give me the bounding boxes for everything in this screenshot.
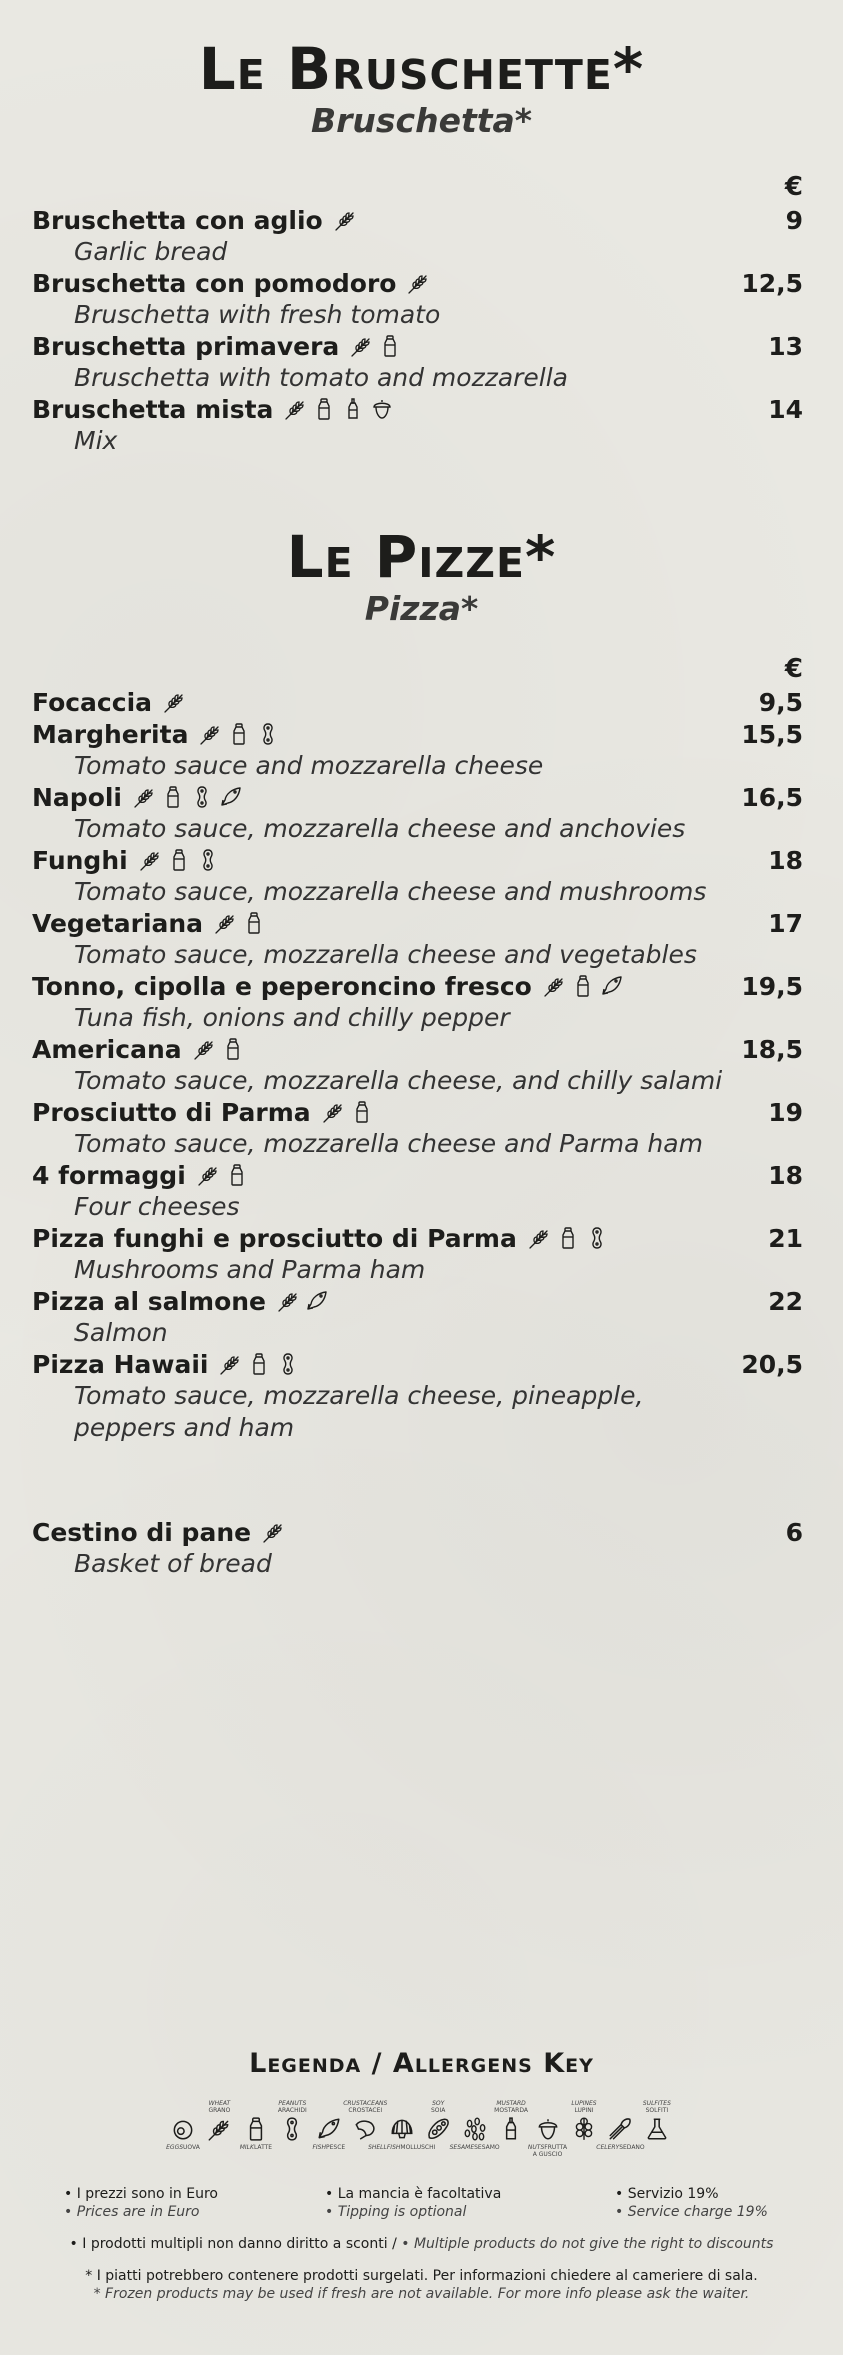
wheat-icon [196,1163,220,1187]
fish-icon [305,1289,329,1313]
allergen-egg: EGGSUOVA [165,2100,201,2160]
milk-icon [247,1352,271,1376]
item-name: Vegetariana [32,908,204,938]
peanut-icon [279,2116,305,2142]
note-multiple-products [0,2236,843,2252]
wheat-icon [349,334,373,358]
allergen-sulfites: SULFITES SOLFITI [639,2100,675,2160]
wheat-icon [261,1520,285,1544]
item-price: 18 [768,845,803,875]
sesame-icon [462,2116,488,2142]
item-name: Prosciutto di Parma [32,1097,311,1127]
wheat-icon [192,1037,216,1061]
wheat-icon [132,785,156,809]
bruschette-currency: € [784,172,803,202]
mustard-icon [341,397,365,421]
item-price: 6 [785,1517,803,1547]
allergen-celery: CELERYSEDANO [602,2100,638,2160]
menu-item [32,907,803,971]
item-price: 14 [768,394,803,424]
note-tipping-en: • Tipping is optional [325,2204,467,2220]
shellfish-icon [389,2116,415,2142]
wheat-icon [321,1100,345,1124]
item-description: Tomato sauce, mozzarella cheese and Parma ham [74,1129,703,1158]
menu-item [32,844,803,908]
note-multiple-en: • Multiple products do not give the right to discounts [401,2236,774,2252]
bruschette-title: Le Bruschette* [198,35,645,103]
item-description: Tomato sauce, mozzarella cheese, and chilly salami [74,1066,723,1095]
nuts-icon [535,2116,561,2142]
allergen-shellfish: SHELLFISHMOLLUSCHI [384,2100,420,2160]
fish-icon [219,785,243,809]
item-description: Bruschetta with tomato and mozzarella [74,363,569,392]
allergen-fish: FISHPESCE [311,2100,347,2160]
pizze-currency: € [784,654,803,684]
item-price: 18,5 [741,1034,803,1064]
milk-icon [556,1226,580,1250]
bruschette-subtitle: Bruschetta* [310,101,533,140]
allergen-peanut: PEANUTS ARACHIDI [274,2100,310,2160]
wheat-icon [206,2116,232,2142]
allergen-crustacean: CRUSTACEANS CROSTACEI [347,2100,383,2160]
wheat-icon [218,1352,242,1376]
peanut-icon [276,1352,300,1376]
milk-icon [227,722,251,746]
peanut-icon [585,1226,609,1250]
menu-item [32,1285,803,1349]
item-name: 4 formaggi [32,1160,186,1190]
menu-item [32,1222,803,1286]
sulfites-icon [644,2116,670,2142]
item-description: Bruschetta with fresh tomato [74,300,441,329]
menu-item [32,1516,803,1580]
wheat-icon [138,848,162,872]
crustacean-icon [352,2116,378,2142]
wheat-icon [333,208,357,232]
note-frozen-en: * Frozen products may be used if fresh are not available. For more info please ask the waiter. [93,2286,750,2302]
item-description: Basket of bread [74,1549,272,1578]
item-description: Mushrooms and Parma ham [74,1255,426,1284]
item-description: Mix [74,426,118,455]
item-description: Tomato sauce, mozzarella cheese and anchovies [74,814,686,843]
allergen-lupin: LUPINES LUPINI [566,2100,602,2160]
peanut-icon [256,722,280,746]
item-name: Focaccia [32,687,153,717]
item-name: Margherita [32,719,189,749]
item-price: 22 [768,1286,803,1316]
item-description: Garlic bread [74,237,228,266]
item-price: 9 [785,205,803,235]
fish-icon [316,2116,342,2142]
item-price: 13 [768,331,803,361]
nuts-icon [370,397,394,421]
allergen-nuts: NUTSFRUTTA A GUSCIO [530,2100,566,2160]
wheat-icon [283,397,307,421]
pizze-subtitle: Pizza* [364,589,479,628]
wheat-icon [162,690,186,714]
milk-icon [312,397,336,421]
menu-item [32,781,803,845]
note-tipping-it: • La mancia è facoltativa [325,2186,502,2202]
allergen-key [165,2100,675,2160]
legend-title: Legenda / Allergens Key [249,2048,594,2079]
menu-item [32,1096,803,1160]
milk-icon [221,1037,245,1061]
mustard-icon [498,2116,524,2142]
wheat-icon [542,974,566,998]
item-price: 9,5 [758,687,803,717]
item-price: 16,5 [741,782,803,812]
item-price: 19,5 [741,971,803,1001]
milk-icon [571,974,595,998]
lupin-icon [571,2116,597,2142]
milk-icon [242,911,266,935]
item-name: Pizza funghi e prosciutto di Parma [32,1223,517,1253]
note-multiple-it: • I prodotti multipli non danno diritto a sconti / [69,2236,402,2252]
item-description-line-2: peppers and ham [74,1413,295,1442]
peanut-icon [196,848,220,872]
peanut-icon [190,785,214,809]
menu-item [32,1033,803,1097]
menu-item [32,718,803,782]
wheat-icon [406,271,430,295]
item-name: Cestino di pane [32,1517,252,1547]
pizze-title: Le Pizze* [286,523,557,591]
milk-icon [378,334,402,358]
wheat-icon [198,722,222,746]
note-service-it: • Servizio 19% [615,2186,719,2202]
item-price: 18 [768,1160,803,1190]
milk-icon [350,1100,374,1124]
item-name: Bruschetta primavera [32,331,340,361]
celery-icon [607,2116,633,2142]
item-name: Tonno, cipolla e peperoncino fresco [32,971,532,1001]
item-name: Bruschetta mista [32,394,274,424]
item-name: Bruschetta con pomodoro [32,268,397,298]
allergen-milk: MILKLATTE [238,2100,274,2160]
menu-item [32,686,803,718]
soy-icon [425,2116,451,2142]
egg-icon [170,2116,196,2142]
note-frozen-it: * I piatti potrebbero contenere prodotti surgelati. Per informazioni chiedere al cameriere di sala. [85,2268,758,2284]
item-description: Tomato sauce, mozzarella cheese and mushrooms [74,877,707,906]
item-name: Pizza al salmone [32,1286,267,1316]
allergen-wheat: WHEAT GRANO [201,2100,237,2160]
milk-icon [167,848,191,872]
note-service-en: • Service charge 19% [615,2204,768,2220]
note-currency-en: • Prices are in Euro [64,2204,200,2220]
item-price: 15,5 [741,719,803,749]
item-price: 17 [768,908,803,938]
fish-icon [600,974,624,998]
menu-item [32,204,803,268]
wheat-icon [213,911,237,935]
item-name: Napoli [32,782,123,812]
allergen-soy: SOY SOIA [420,2100,456,2160]
milk-icon [161,785,185,809]
item-price: 12,5 [741,268,803,298]
item-name: Bruschetta con aglio [32,205,323,235]
item-price: 20,5 [741,1349,803,1379]
item-description: Tuna fish, onions and chilly pepper [74,1003,510,1032]
note-currency-it: • I prezzi sono in Euro [64,2186,218,2202]
allergen-sesame: SESAMESESAMO [457,2100,493,2160]
item-description: Tomato sauce, mozzarella cheese, pineapple, [74,1381,644,1410]
wheat-icon [527,1226,551,1250]
milk-icon [225,1163,249,1187]
item-description: Tomato sauce and mozzarella cheese [74,751,544,780]
menu-item [32,267,803,331]
menu-item [32,330,803,394]
wheat-icon [276,1289,300,1313]
menu-item [32,393,803,457]
item-name: Pizza Hawaii [32,1349,209,1379]
milk-icon [243,2116,269,2142]
item-description: Salmon [74,1318,168,1347]
menu-item [32,1348,803,1444]
allergen-mustard: MUSTARD MOSTARDA [493,2100,529,2160]
item-name: Americana [32,1034,182,1064]
item-price: 21 [768,1223,803,1253]
menu-item [32,970,803,1034]
item-price: 19 [768,1097,803,1127]
item-description: Tomato sauce, mozzarella cheese and vegetables [74,940,697,969]
item-name: Funghi [32,845,128,875]
item-description: Four cheeses [74,1192,240,1221]
menu-item [32,1159,803,1223]
